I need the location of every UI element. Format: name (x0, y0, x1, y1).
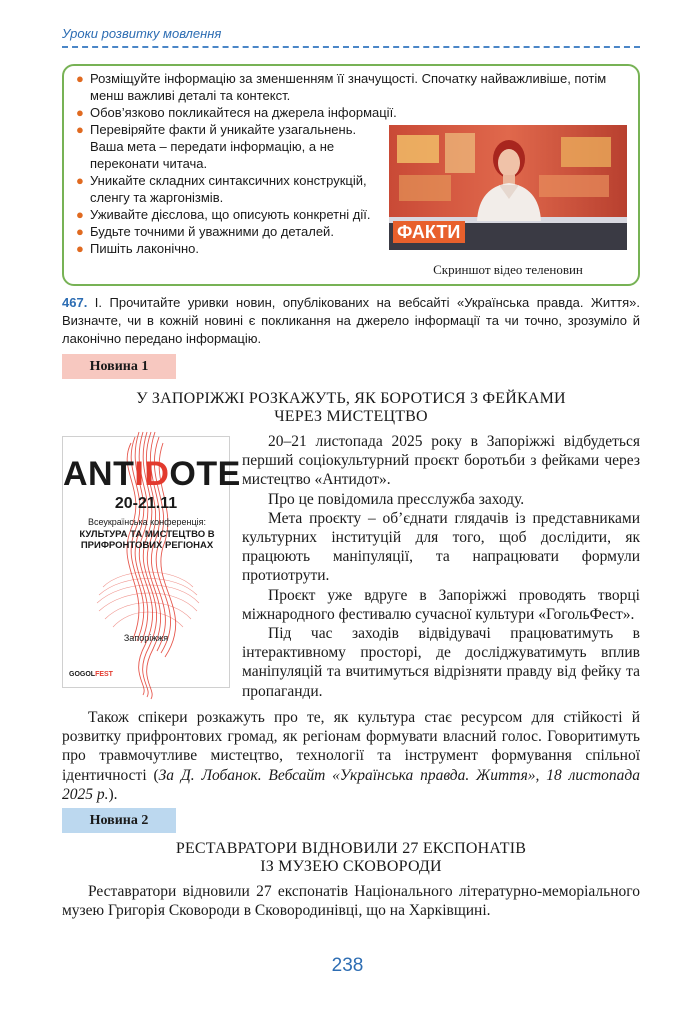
tip-item: ● Пишіть лаконічно. (76, 241, 200, 256)
bullet-icon: ● (76, 105, 84, 120)
tip-item: ● Обов’язково покликайтеся на джерела інформації. (76, 105, 397, 120)
poster-title: КУЛЬТУРА ТА МИСТЕЦТВО В ПРИФРОНТОВИХ РЕГІОНАХ (79, 529, 215, 551)
bullet-icon: ● (76, 207, 84, 222)
poster-city: Запоріжжя (123, 633, 169, 643)
task-text: 467. І. Прочитайте уривки новин, опублікованих на вебсайті «Українська правда. Життя». Визначте, чи в кожній новині є покликання на джерело інформації та чи точно, зрозуміло й лаконічно передано інформацію. (62, 295, 640, 346)
tv-news-screenshot (389, 125, 627, 250)
poster-date: 20-21.11 (114, 495, 178, 512)
news-1-source: За Д. Лобанок. Вебсайт «Українська правда. Життя», 18 листопада 2025 р. (62, 766, 640, 803)
task-number: 467. (62, 295, 88, 310)
bullet-icon: ● (76, 71, 84, 86)
news-1-paragraph: Проєкт уже вдруге в Запоріжжі проводять творці міжнародного фестивалю сучасної культури «ГогольФест». (242, 586, 640, 623)
tip-item: ● Будьте точними й уважними до деталей. (76, 224, 334, 239)
tip-item: ● Уникайте складних синтаксичних конструкцій, сленгу та жаргонізмів. (76, 173, 367, 205)
bullet-icon: ● (76, 173, 84, 188)
news-1-paragraph: Під час заходів відвідувачі працюватимуть в інтерактивному просторі, де досліджуватимуть вплив маніпуляцій та вчитимуться відрізняти правду від фейку та пропаганди. (242, 625, 640, 700)
news-2-paragraph: Реставратори відновили 27 експонатів Національного літературно-меморіального музею Григорія Сковороди в Сковородинівці, що на Харківщині. (62, 883, 640, 920)
news-1-heading: У ЗАПОРІЖЖІ РОЗКАЖУТЬ, ЯК БОРОТИСЯ З ФЕЙКАМИ ЧЕРЕЗ МИСТЕЦТВО (136, 390, 566, 425)
bullet-icon: ● (76, 122, 84, 137)
bullet-icon: ● (76, 241, 84, 256)
news-1-label: Новина 1 (62, 354, 176, 379)
section-title: Уроки розвитку мовлення (62, 26, 222, 41)
tip-item: ● Уживайте дієслова, що описують конкретні дії. (76, 207, 371, 222)
tip-item: ● Розміщуйте інформацію за зменшенням її значущості. Спочатку найважливіше, потім менш важливі деталі та контекст. (76, 71, 607, 103)
poster-subtitle: Всеукраїнська конференція: (87, 517, 207, 527)
tv-channel-logo: ФАКТИ (397, 222, 461, 242)
gogolfest-logo: GOGOLFEST (69, 671, 113, 678)
tips-box (62, 64, 640, 286)
bullet-icon: ● (76, 224, 84, 239)
news-1-paragraph: 20–21 листопада 2025 року в Запоріжжі відбудеться перший соціокультурний проєкт боротьби з фейками через мистецтво «Антидот». (242, 433, 640, 489)
page-number: 238 (331, 955, 364, 976)
news-1-column-text (242, 432, 640, 701)
screenshot-caption: Скриншот відео теленовин (433, 262, 583, 277)
news-2-label: Новина 2 (62, 808, 176, 833)
news-2-heading: РЕСТАВРАТОРИ ВІДНОВИЛИ 27 ЕКСПОНАТІВ ІЗ МУЗЕЮ СКОВОРОДИ (175, 840, 527, 875)
tip-item: ● Перевіряйте факти й уникайте узагальнень. Ваша мета – передати інформацію, а не переконати читача. (76, 122, 357, 171)
poster-brand: ANTIDOTE (63, 455, 241, 493)
news-1-paragraph: Мета проєкту – об’єднати глядачів із представниками культурних інституцій для того, щоб дослідити, як працюють маніпуляції, та напрацювати формули протиотрути. (242, 509, 640, 585)
news-1-paragraph: Про це повідомила пресслужба заходу. (268, 490, 525, 508)
antidote-poster (62, 436, 241, 688)
news-1-final-paragraph: Також спікери розкажуть про те, як культура стає ресурсом для стійкості й розвитку прифронтових громад, як регіонам формувати власний голос. Говоритимуть про травмочутливе мистецтво, технології та інструмент формування спільної ідентичності (За Д. Лобанок. Вебсайт «Українська правда. Життя», 18 листопада 2025 р.). (62, 709, 640, 803)
header-divider (62, 46, 640, 48)
